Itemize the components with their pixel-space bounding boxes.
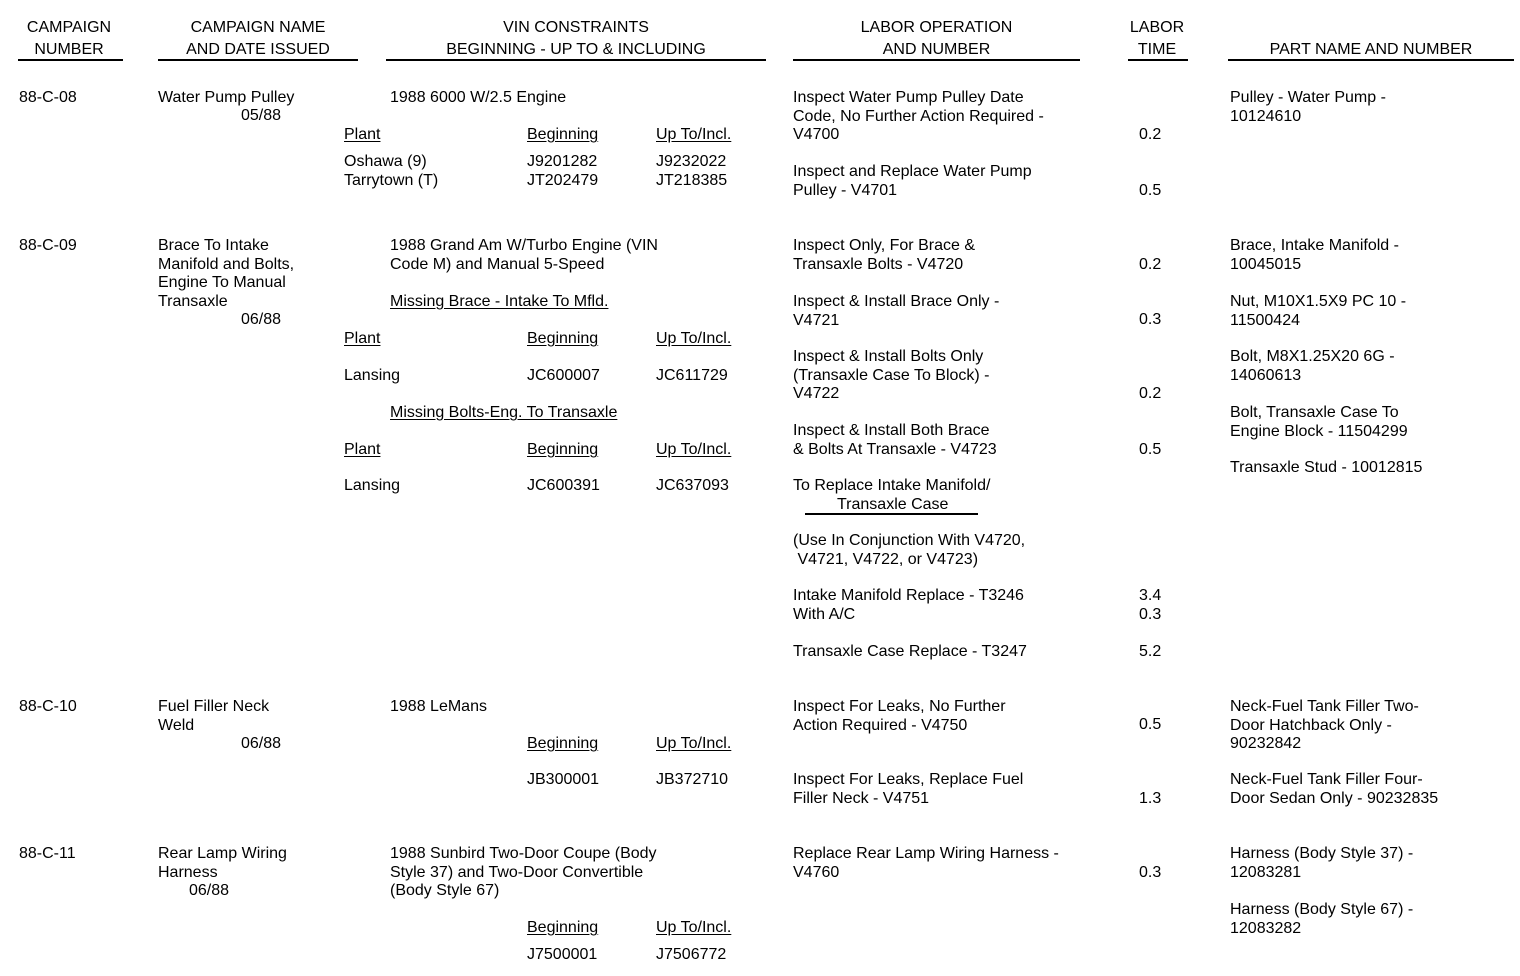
- labor-operation: Inspect & Install Both Brace & Bolts At Transaxle - V4723: [793, 422, 997, 458]
- part-name-number: Harness (Body Style 67) - 12083282: [1230, 901, 1414, 937]
- header-line: AND DATE ISSUED: [186, 41, 330, 58]
- campaign-number: 88-C-11: [19, 845, 76, 862]
- missing-bolts-heading: Missing Bolts-Eng. To Transaxle: [390, 404, 618, 421]
- labor-time: 0.2: [1139, 256, 1162, 273]
- col-header-beginning: Beginning: [527, 919, 599, 936]
- header-campaign-number: [14, 17, 124, 61]
- campaign-name: Brace To Intake Manifold and Bolts, Engine To Manual Transaxle: [158, 237, 295, 310]
- header-underline: [18, 59, 123, 61]
- vehicle-description: 1988 LeMans: [390, 698, 487, 715]
- campaign-name: Water Pump Pulley: [158, 89, 295, 106]
- labor-operation: Inspect Only, For Brace & Transaxle Bolts - V4720: [793, 237, 975, 273]
- vin-up-to: JC637093: [656, 477, 729, 494]
- campaign-number: 88-C-08: [19, 89, 77, 106]
- labor-operation: Inspect For Leaks, No Further Action Required - V4750: [793, 698, 1006, 734]
- labor-operation: Replace Rear Lamp Wiring Harness - V4760: [793, 845, 1059, 881]
- replace-heading-cont: Transaxle Case: [837, 496, 949, 513]
- labor-operation: Intake Manifold Replace - T3246 With A/C: [793, 587, 1024, 623]
- col-header-up-to-incl: Up To/Incl.: [656, 919, 732, 936]
- vin-up-to: J7506772: [656, 946, 727, 963]
- campaign-date: 05/88: [241, 107, 282, 124]
- header-campaign-name: [158, 17, 358, 61]
- labor-operation: Inspect & Install Brace Only - V4721: [793, 293, 1000, 329]
- header-line: AND NUMBER: [882, 41, 991, 58]
- campaign-number: 88-C-09: [19, 237, 77, 254]
- labor-operation: Inspect and Replace Water Pump Pulley - V4701: [793, 163, 1032, 199]
- header-line: LABOR OPERATION: [860, 19, 1013, 36]
- header-line: VIN CONSTRAINTS: [503, 19, 649, 36]
- vin-beginning: JT202479: [527, 172, 599, 189]
- vehicle-description: 1988 6000 W/2.5 Engine: [390, 89, 567, 106]
- vin-beginning: J7500001: [527, 946, 598, 963]
- header-labor-operation: [793, 17, 1080, 61]
- labor-time: 0.2: [1139, 126, 1162, 143]
- labor-operation: Inspect For Leaks, Replace Fuel Filler Neck - V4751: [793, 771, 1024, 807]
- plant-name: Lansing: [344, 367, 401, 384]
- part-name-number: Bolt, M8X1.25X20 6G - 14060613: [1230, 348, 1395, 384]
- labor-time: 0.2: [1139, 385, 1162, 402]
- part-name-number: Neck-Fuel Tank Filler Four- Door Sedan Only - 90232835: [1230, 771, 1439, 807]
- labor-time: 0.5: [1139, 716, 1162, 733]
- part-name-number: Brace, Intake Manifold - 10045015: [1230, 237, 1399, 273]
- header-line: TIME: [1137, 41, 1177, 58]
- col-header-up-to-incl: Up To/Incl.: [656, 441, 732, 458]
- col-header-up-to-incl: Up To/Incl.: [656, 330, 732, 347]
- plant-name: Oshawa (9): [344, 153, 427, 170]
- header-part-name: PART NAME AND NUMBER: [1269, 41, 1473, 58]
- header-line: NUMBER: [34, 41, 104, 58]
- header-underline: [1228, 59, 1514, 61]
- header-underline: [386, 59, 766, 61]
- vin-beginning: JC600391: [527, 477, 600, 494]
- vin-up-to: JC611729: [656, 367, 728, 384]
- col-header-up-to-incl: Up To/Incl.: [656, 735, 732, 752]
- labor-operation: Inspect & Install Bolts Only (Transaxle Case To Block) - V4722: [793, 348, 990, 402]
- campaign-date: 06/88: [189, 882, 230, 899]
- part-name-number: Bolt, Transaxle Case To Engine Block - 11504299: [1230, 404, 1408, 440]
- part-name-number: Nut, M10X1.5X9 PC 10 - 11500424: [1230, 293, 1407, 329]
- col-header-up-to-incl: Up To/Incl.: [656, 126, 732, 143]
- part-name-number: Neck-Fuel Tank Filler Two- Door Hatchback Only - 90232842: [1230, 698, 1419, 752]
- header-underline: [158, 59, 358, 61]
- campaign-number: 88-C-10: [19, 698, 77, 715]
- labor-time: 5.2: [1139, 643, 1162, 660]
- vin-beginning: J9201282: [527, 153, 598, 170]
- vin-up-to: JB372710: [656, 771, 729, 788]
- vin-beginning: JC600007: [527, 367, 600, 384]
- col-header-plant: Plant: [344, 330, 381, 347]
- col-header-beginning: Beginning: [527, 735, 599, 752]
- labor-operation: Transaxle Case Replace - T3247: [793, 643, 1027, 660]
- header-labor-time: [1120, 17, 1194, 61]
- campaign-date: 06/88: [241, 735, 282, 752]
- replace-heading: To Replace Intake Manifold/: [793, 477, 991, 494]
- labor-time: 0.3: [1139, 864, 1162, 881]
- part-name-number: Harness (Body Style 37) - 12083281: [1230, 845, 1414, 881]
- replace-heading-underline: [805, 513, 978, 515]
- header-line: CAMPAIGN: [26, 19, 112, 36]
- col-header-beginning: Beginning: [527, 441, 599, 458]
- part-name-number: Transaxle Stud - 10012815: [1230, 459, 1423, 476]
- header-line: LABOR: [1129, 19, 1185, 36]
- header-line: CAMPAIGN NAME: [190, 19, 326, 36]
- labor-time: 0.5: [1139, 441, 1162, 458]
- header-underline: [1128, 59, 1188, 61]
- plant-name: Tarrytown (T): [344, 172, 439, 189]
- campaign-name: Rear Lamp Wiring Harness: [158, 845, 287, 881]
- labor-time: 0.5: [1139, 182, 1162, 199]
- labor-time: 0.3: [1139, 311, 1162, 328]
- labor-time: 1.3: [1139, 790, 1162, 807]
- col-header-beginning: Beginning: [527, 126, 599, 143]
- part-name-number: Pulley - Water Pump - 10124610: [1230, 89, 1386, 125]
- plant-name: Lansing: [344, 477, 401, 494]
- vehicle-description: 1988 Grand Am W/Turbo Engine (VIN Code M) and Manual 5-Speed: [390, 237, 658, 273]
- header-vin-constraints: [386, 17, 766, 61]
- vin-up-to: J9232022: [656, 153, 727, 170]
- header-line: BEGINNING - UP TO & INCLUDING: [446, 41, 706, 58]
- missing-brace-heading: Missing Brace - Intake To Mfld.: [390, 293, 609, 310]
- labor-operation: Inspect Water Pump Pulley Date Code, No Further Action Required - V4700: [793, 89, 1044, 143]
- campaign-name: Fuel Filler Neck Weld: [158, 698, 270, 734]
- labor-time: 3.4 0.3: [1139, 587, 1162, 623]
- header-underline: [793, 59, 1080, 61]
- vin-up-to: JT218385: [656, 172, 728, 189]
- col-header-plant: Plant: [344, 126, 381, 143]
- vehicle-description: 1988 Sunbird Two-Door Coupe (Body Style 37) and Two-Door Convertible (Body Style 67): [390, 845, 657, 899]
- conjunction-note: (Use In Conjunction With V4720, V4721, V4722, or V4723): [793, 532, 1026, 568]
- col-header-plant: Plant: [344, 441, 381, 458]
- vin-beginning: JB300001: [527, 771, 600, 788]
- col-header-beginning: Beginning: [527, 330, 599, 347]
- campaign-date: 06/88: [241, 311, 282, 328]
